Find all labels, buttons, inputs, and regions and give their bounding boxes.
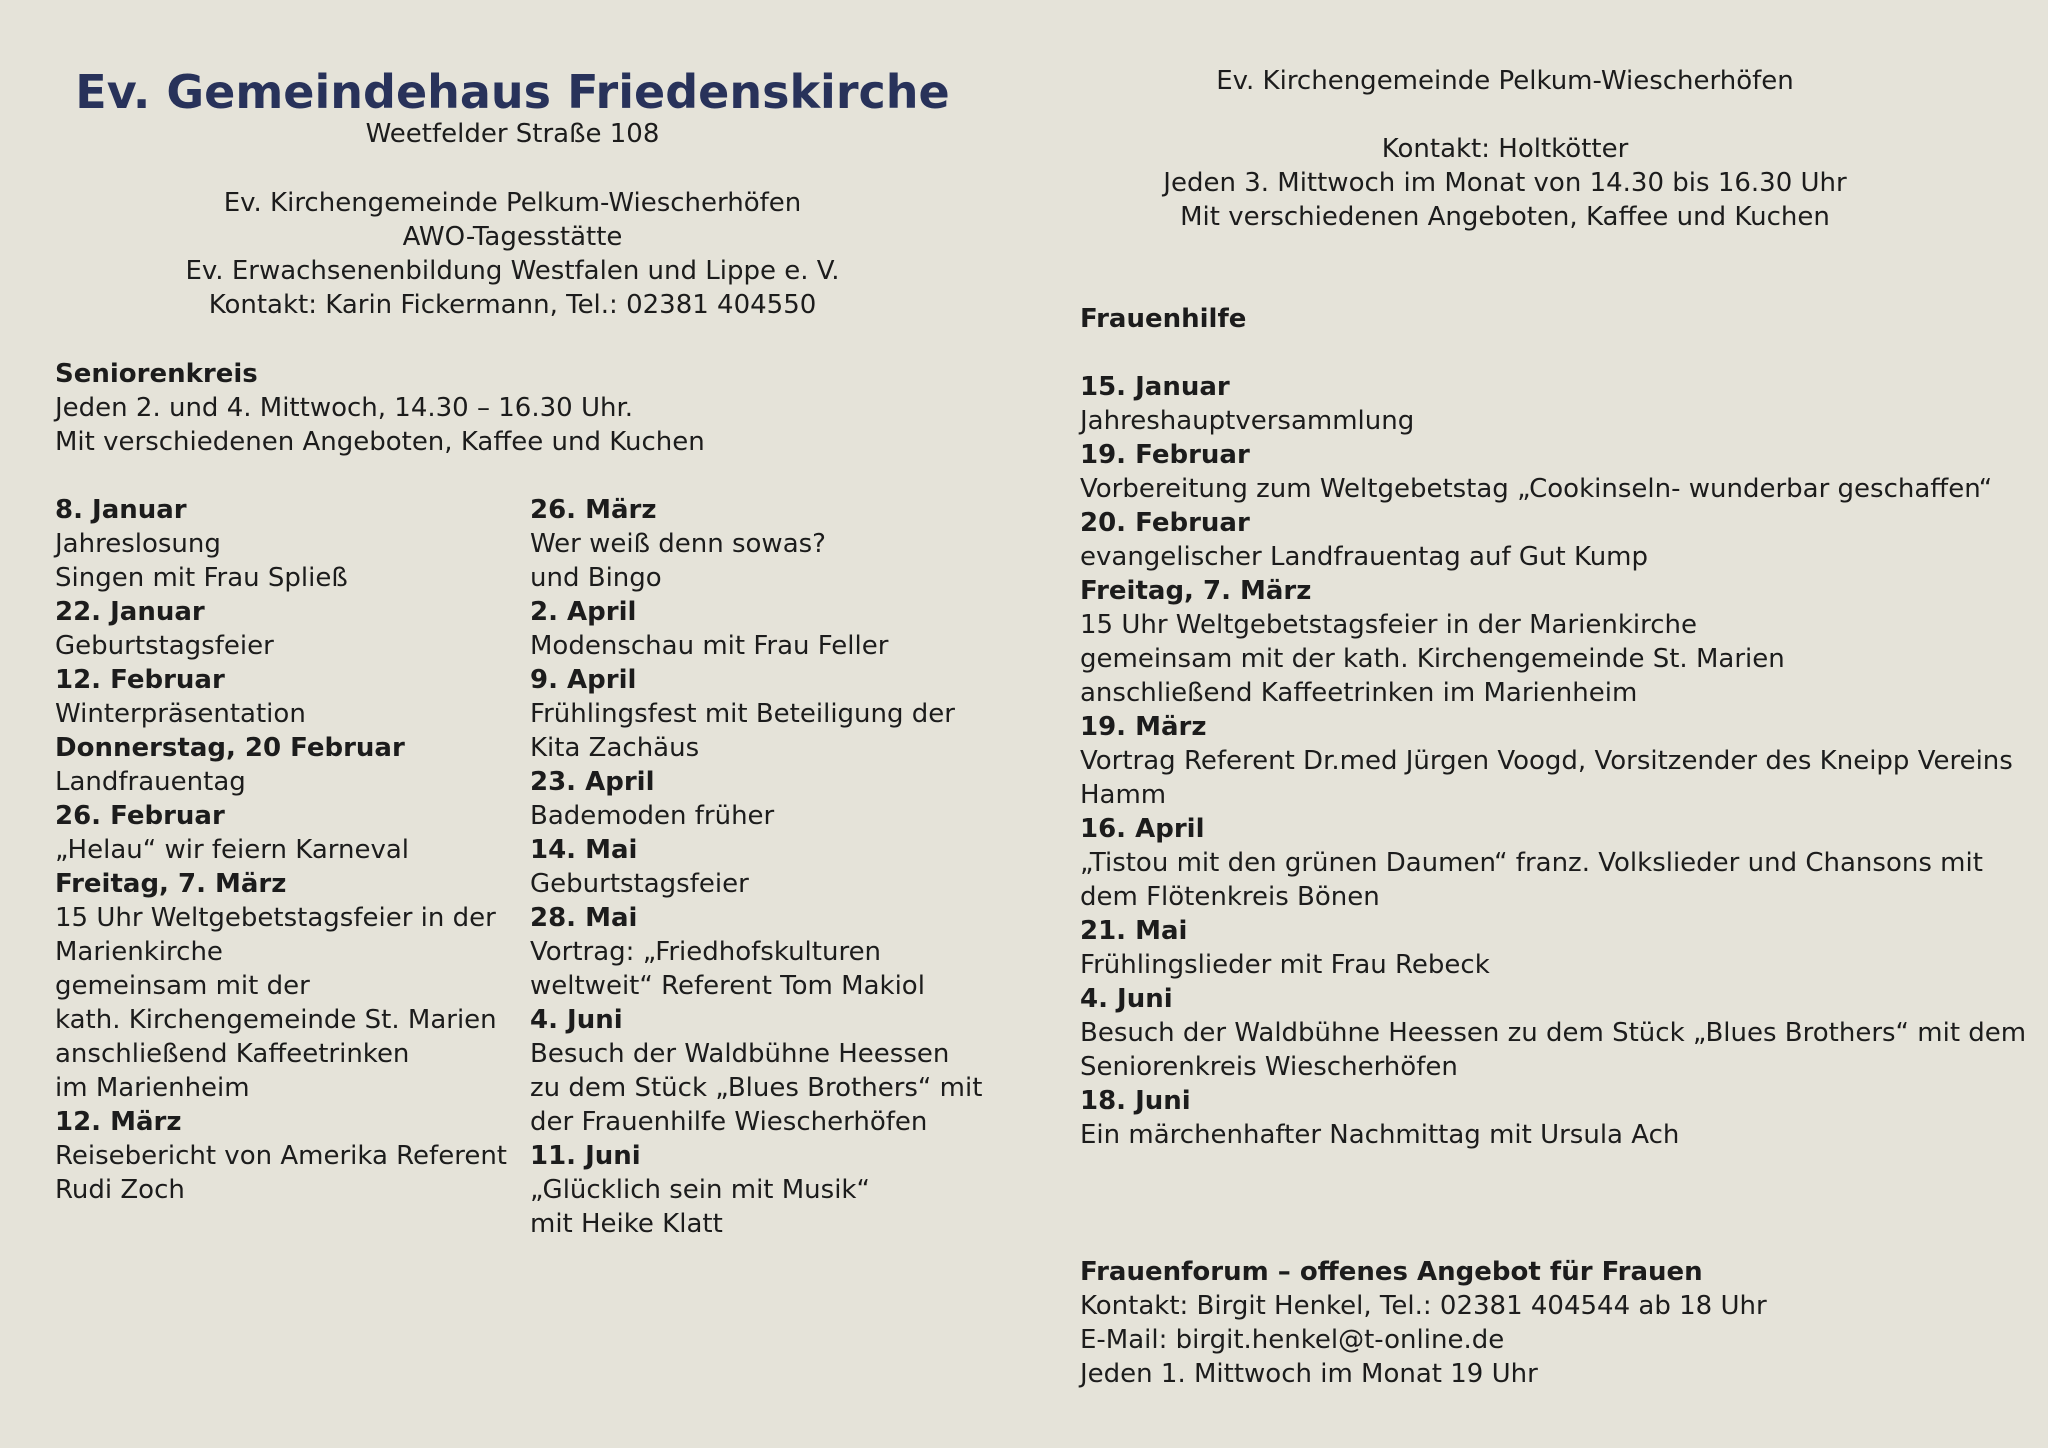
entry-text: weltweit“ Referent Tom Makiol — [530, 971, 925, 1001]
header-line: Mit verschiedenen Angeboten, Kaffee und Kuchen — [1180, 202, 1830, 232]
entry-date: 19. März — [1080, 712, 1207, 742]
entry-date: 22. Januar — [55, 597, 205, 627]
header-line: Kontakt: Holtkötter — [1381, 134, 1629, 164]
entry-text: „Helau“ wir feiern Karneval — [55, 835, 410, 865]
entry-date: Freitag, 7. März — [1080, 576, 1312, 606]
entry-text: Wer weiß denn sowas? — [530, 529, 826, 559]
entry-date: Donnerstag, 20 Februar — [55, 733, 405, 763]
entry-text: dem Flötenkreis Bönen — [1080, 882, 1380, 912]
entry-text: Marienkirche — [55, 937, 223, 967]
entry-text: mit Heike Klatt — [530, 1209, 723, 1239]
org-line: Ev. Kirchengemeinde Pelkum-Wiescherhöfen — [223, 188, 802, 218]
contact-line: E-Mail: birgit.henkel@t-online.de — [1080, 1325, 1505, 1355]
entry-text: Landfrauentag — [55, 767, 246, 797]
entry-text: Winterpräsentation — [55, 699, 306, 729]
entry-text: anschließend Kaffeetrinken im Marienheim — [1080, 678, 1638, 708]
entry-date: 19. Februar — [1080, 440, 1250, 470]
entry-date: 9. April — [530, 665, 637, 695]
contact-line: Jeden 1. Mittwoch im Monat 19 Uhr — [1080, 1359, 1538, 1389]
entry-text: 15 Uhr Weltgebetstagsfeier in der — [55, 903, 496, 933]
entry-text: Besuch der Waldbühne Heessen — [530, 1039, 950, 1069]
entry-text: Reisebericht von Amerika Referent — [55, 1141, 507, 1171]
entry-text: Geburtstagsfeier — [55, 631, 274, 661]
page-title: Ev. Gemeindehaus Friedenskirche — [75, 65, 950, 119]
entry-text: „Glücklich sein mit Musik“ — [530, 1175, 870, 1205]
org-line: Ev. Erwachsenenbildung Westfalen und Lippe e. V. — [185, 256, 840, 286]
entry-text: anschließend Kaffeetrinken — [55, 1039, 410, 1069]
entry-text: Frühlingsfest mit Beteiligung der — [530, 699, 955, 729]
section-heading-frauenforum: Frauenforum – offenes Angebot für Frauen — [1080, 1257, 1703, 1287]
entry-date: 4. Juni — [530, 1005, 623, 1035]
org-line: Kontakt: Karin Fickermann, Tel.: 02381 404550 — [208, 290, 817, 320]
address: Weetfelder Straße 108 — [365, 119, 660, 149]
entry-text: evangelischer Landfrauentag auf Gut Kump — [1080, 542, 1649, 572]
entry-date: 15. Januar — [1080, 372, 1230, 402]
header-line: Jeden 3. Mittwoch im Monat von 14.30 bis 16.30 Uhr — [1163, 168, 1847, 198]
entry-text: Hamm — [1080, 780, 1167, 810]
entry-text: gemeinsam mit der — [55, 971, 310, 1001]
contact-line: Kontakt: Birgit Henkel, Tel.: 02381 404544 ab 18 Uhr — [1080, 1291, 1767, 1321]
entry-text: 15 Uhr Weltgebetstagsfeier in der Marienkirche — [1080, 610, 1697, 640]
entry-text: Vortrag Referent Dr.med Jürgen Voogd, Vorsitzender des Kneipp Vereins — [1080, 746, 2013, 776]
section-info: Mit verschiedenen Angeboten, Kaffee und Kuchen — [55, 427, 705, 457]
entry-date: 21. Mai — [1080, 916, 1188, 946]
entry-text: und Bingo — [530, 563, 662, 593]
entry-text: Frühlingslieder mit Frau Rebeck — [1080, 950, 1490, 980]
entry-text: Singen mit Frau Spließ — [55, 563, 348, 593]
entry-date: 16. April — [1080, 814, 1205, 844]
header-line: Ev. Kirchengemeinde Pelkum-Wiescherhöfen — [1216, 66, 1794, 96]
entry-date: 2. April — [530, 597, 637, 627]
entry-text: Jahreslosung — [55, 529, 221, 559]
entry-text: Modenschau mit Frau Feller — [530, 631, 889, 661]
entry-date: 14. Mai — [530, 835, 638, 865]
entry-date: 12. Februar — [55, 665, 225, 695]
entry-text: Rudi Zoch — [55, 1175, 185, 1205]
section-info: Jeden 2. und 4. Mittwoch, 14.30 – 16.30 Uhr. — [55, 393, 634, 423]
entry-text: Geburtstagsfeier — [530, 869, 749, 899]
entry-date: 26. März — [530, 495, 657, 525]
entry-text: „Tistou mit den grünen Daumen“ franz. Volkslieder und Chansons mit — [1080, 848, 1983, 878]
entry-date: 4. Juni — [1080, 984, 1173, 1014]
entry-text: Kita Zachäus — [530, 733, 700, 763]
entry-text: Vortrag: „Friedhofskulturen — [530, 937, 882, 967]
entry-text: Vorbereitung zum Weltgebetstag „Cookinseln- wunderbar geschaffen“ — [1080, 474, 1993, 504]
entry-text: Besuch der Waldbühne Heessen zu dem Stück „Blues Brothers“ mit dem — [1080, 1018, 2027, 1048]
entry-date: 11. Juni — [530, 1141, 641, 1171]
entry-text: der Frauenhilfe Wiescherhöfen — [530, 1107, 928, 1137]
entry-date: 28. Mai — [530, 903, 638, 933]
entry-date: 12. März — [55, 1107, 182, 1137]
entry-text: gemeinsam mit der kath. Kirchengemeinde St. Marien — [1080, 644, 1785, 674]
entry-date: 20. Februar — [1080, 508, 1250, 538]
entry-date: 8. Januar — [55, 495, 187, 525]
entry-text: Ein märchenhafter Nachmittag mit Ursula Ach — [1080, 1120, 1680, 1150]
entry-text: Bademoden früher — [530, 801, 775, 831]
entry-date: Freitag, 7. März — [55, 869, 287, 899]
entry-text: kath. Kirchengemeinde St. Marien — [55, 1005, 497, 1035]
entry-text: Seniorenkreis Wiescherhöfen — [1080, 1052, 1458, 1082]
entry-date: 23. April — [530, 767, 655, 797]
section-heading-frauenhilfe: Frauenhilfe — [1080, 304, 1247, 334]
section-heading-seniorenkreis: Seniorenkreis — [55, 359, 258, 389]
entry-date: 18. Juni — [1080, 1086, 1191, 1116]
entry-text: Jahreshauptversammlung — [1080, 406, 1415, 436]
entry-date: 26. Februar — [55, 801, 225, 831]
entry-text: zu dem Stück „Blues Brothers“ mit — [530, 1073, 983, 1103]
entry-text: im Marienheim — [55, 1073, 250, 1103]
org-line: AWO-Tagesstätte — [402, 222, 623, 252]
